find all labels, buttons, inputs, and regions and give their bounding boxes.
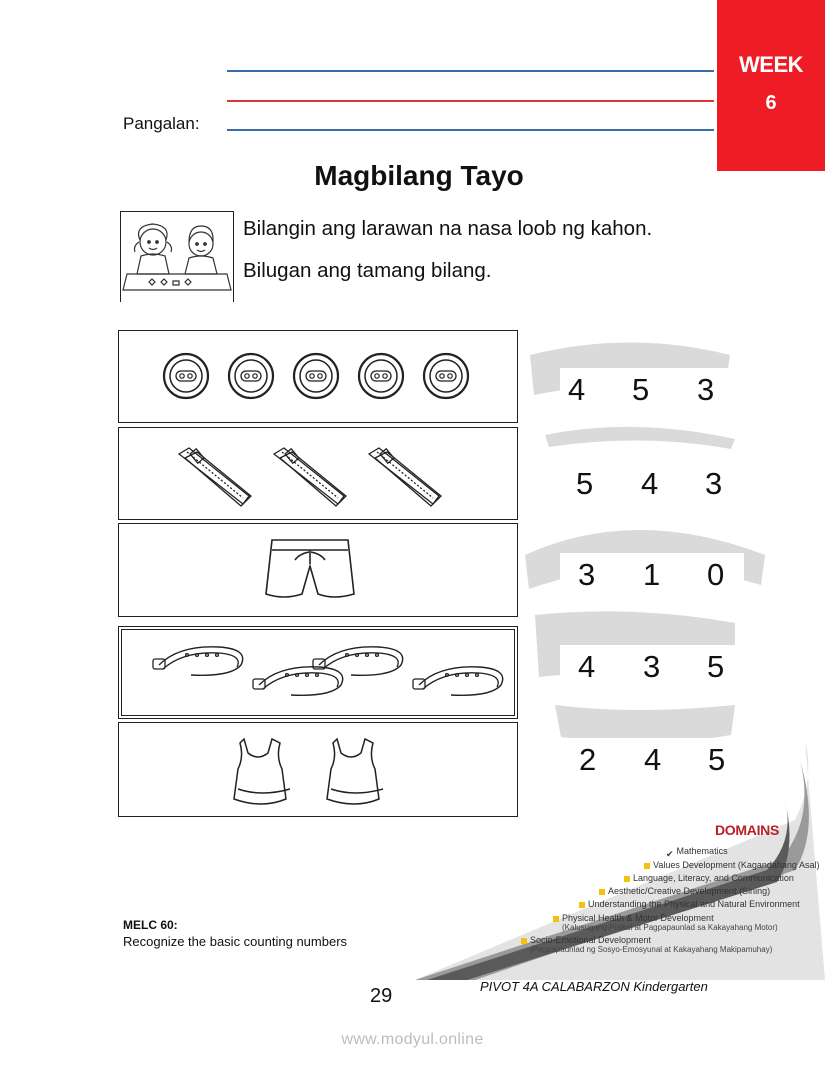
footer-title: PIVOT 4A CALABARZON Kindergarten	[480, 979, 708, 994]
button-item	[359, 354, 403, 398]
picture-box-belts	[118, 626, 518, 719]
picture-box-shorts	[118, 523, 518, 617]
button-item	[294, 354, 338, 398]
zipper-item	[274, 448, 346, 506]
bullet-icon	[624, 876, 630, 882]
zipper-item	[369, 448, 441, 506]
melc-text: Recognize the basic counting numbers	[123, 934, 348, 949]
picture-box-buttons	[118, 330, 518, 423]
domain-item	[579, 899, 800, 909]
number-choice[interactable]: 4	[644, 742, 662, 777]
bullet-icon	[644, 863, 650, 869]
domain-label: Language, Literacy, and Communication	[633, 873, 794, 883]
number-choice[interactable]: 4	[641, 466, 659, 501]
number-choice[interactable]: 4	[578, 649, 596, 684]
belt-item	[153, 647, 243, 675]
number-choice[interactable]: 1	[643, 557, 661, 592]
zippers-icon	[119, 428, 517, 519]
button-item	[164, 354, 208, 398]
answer-choices-backdrop	[560, 368, 744, 420]
page-title: Magbilang Tayo	[314, 160, 524, 191]
number-choice[interactable]: 3	[578, 557, 596, 592]
melc-title: MELC 60:	[123, 918, 178, 932]
sleeveless-shirt-item	[327, 739, 383, 804]
number-choice[interactable]: 2	[579, 742, 597, 777]
domain-sublabel: (Pagpapaunlad ng Sosyo-Emosyunal at Kakayahang Makipamuhay)	[530, 945, 773, 954]
number-choice[interactable]: 3	[697, 372, 715, 407]
button-item	[229, 354, 273, 398]
domain-label: Mathematics	[676, 846, 728, 856]
number-choice[interactable]: 5	[707, 649, 725, 684]
number-choice[interactable]: 0	[707, 557, 725, 592]
domain-label: Values Development (Kagandahang Asal)	[653, 860, 820, 870]
sleeveless-shirt-item	[234, 739, 290, 804]
domain-item	[521, 935, 772, 954]
domain-label: Physical Health & Motor Development	[562, 913, 714, 923]
button-item	[424, 354, 468, 398]
watermark-text: www.modyul.online	[341, 1031, 484, 1048]
bullet-icon	[521, 938, 527, 944]
belt-item	[413, 667, 503, 695]
number-choice[interactable]: 5	[576, 466, 594, 501]
picture-box-zippers	[118, 427, 518, 520]
number-choice[interactable]: 3	[643, 649, 661, 684]
bullet-icon	[599, 889, 605, 895]
name-label: Pangalan:	[123, 114, 200, 133]
children-counting-icon	[120, 211, 234, 302]
domain-item	[599, 886, 770, 896]
domain-label: Understanding the Physical and Natural Environment	[588, 899, 800, 909]
week-tab	[717, 0, 825, 171]
domain-item	[666, 846, 728, 859]
week-number: 6	[765, 92, 777, 114]
page-number: 29	[370, 985, 393, 1007]
bullet-icon	[579, 902, 585, 908]
week-label: WEEK	[739, 52, 803, 77]
bullet-icon	[553, 916, 559, 922]
name-line-bottom[interactable]	[227, 129, 714, 131]
number-choice[interactable]: 4	[568, 372, 586, 407]
belts-icon	[119, 627, 517, 718]
domain-item	[624, 873, 794, 883]
instruction-line-2: Bilugan ang tamang bilang.	[243, 259, 492, 282]
number-choice[interactable]: 5	[632, 372, 650, 407]
name-line-middle	[227, 100, 714, 102]
domain-item	[553, 913, 778, 932]
domain-item	[644, 860, 819, 870]
shorts-icon	[119, 524, 517, 616]
checkmark-icon: ✔	[666, 848, 674, 859]
number-choice[interactable]: 3	[705, 466, 723, 501]
buttons-icon	[119, 331, 517, 422]
domains-title: DOMAINS	[715, 822, 780, 838]
domain-label: Aesthetic/Creative Development (Sining)	[608, 886, 771, 896]
number-choice[interactable]: 5	[708, 742, 726, 777]
belt-item	[313, 647, 403, 675]
belt-item	[253, 667, 343, 695]
zipper-item	[179, 448, 251, 506]
instruction-line-1: Bilangin ang larawan na nasa loob ng kahon.	[243, 217, 653, 240]
domain-label: Socio-Emotional Development	[530, 935, 652, 945]
name-line-top	[227, 70, 714, 72]
domain-sublabel: (Kalusugang Pisikal at Pagpapaunlad sa Kakayahang Motor)	[562, 923, 778, 932]
